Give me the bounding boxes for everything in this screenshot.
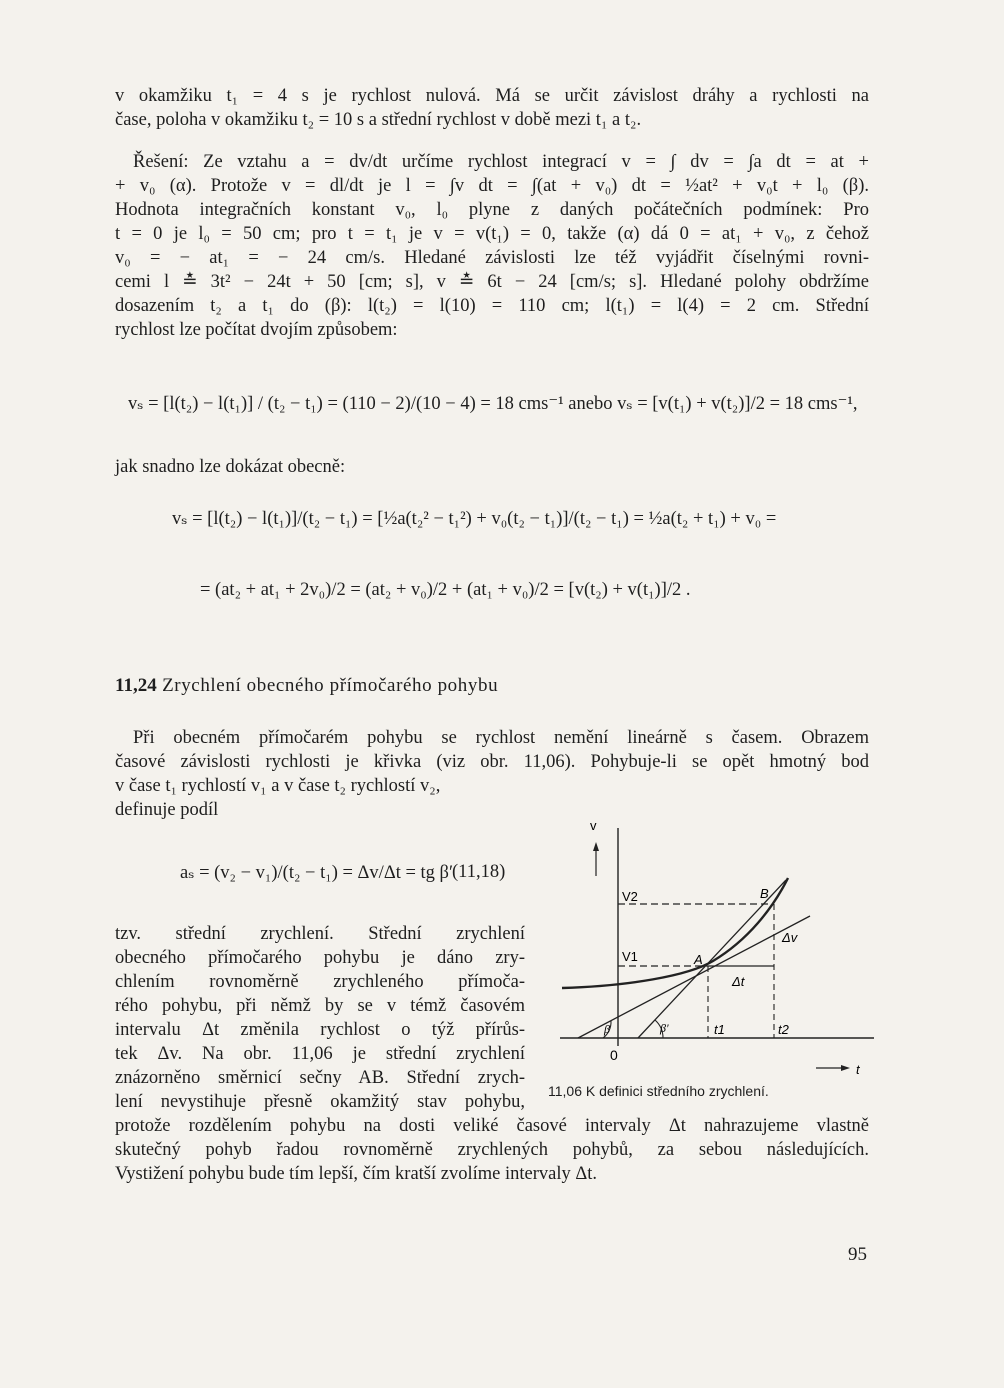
text-line: rychlost lze počítat dvojím způsobem:: [115, 320, 398, 340]
point-a-label: A: [694, 952, 703, 967]
text-line: + v₀ (α). Protože v = dl/dt je l = ∫v dt = ∫(at + v₀) dt = ½at² + v₀t + l₀ (β).: [115, 176, 869, 196]
text-line: v čase t₁ rychlostí v₁ a v čase t₂ rychlostí v₂,: [115, 776, 441, 796]
tangent-a: [578, 916, 810, 1038]
delta-t-label: Δt: [732, 974, 745, 989]
beta-label: β: [604, 1022, 610, 1036]
equation-mean-acceleration: aₛ = (v₂ − v₁)/(t₂ − t₁) = Δv/Δt = tg β′: [180, 863, 454, 883]
equation-general-proof-cont: = (at₂ + at₁ + 2v₀)/2 = (at₂ + v₀)/2 + (at₁ + v₀)/2 = [v(t₂) + v(t₁)]/2 .: [200, 580, 691, 600]
t-axis-label: t: [856, 1062, 860, 1077]
section-number: 11,24: [115, 675, 157, 696]
figure-caption: 11,06 K definici středního zrychlení.: [548, 1083, 769, 1099]
body-paragraph-2: [115, 922, 525, 1114]
point-b-label: B: [760, 886, 769, 901]
text-line: lení nevystihuje přesně okamžitý stav pohybu,: [115, 1092, 525, 1112]
text-line: jak snadno lze dokázat obecně:: [115, 457, 346, 477]
text-line: rého pohybu, při němž by se v témž časovém: [115, 996, 525, 1016]
body-paragraph-3: [115, 1114, 869, 1186]
origin-label: 0: [610, 1047, 618, 1063]
text-line: v okamžiku t₁ = 4 s je rychlost nulová. Má se určit závislost dráhy a rychlosti na: [115, 86, 869, 106]
t1-label: t1: [714, 1022, 725, 1037]
delta-v-label: Δv: [782, 930, 798, 945]
text-line: znázorněno směrnicí sečny AB. Střední zrych-: [115, 1068, 525, 1088]
text-line: tzv. střední zrychlení. Střední zrychlení: [115, 924, 525, 944]
text-line: čase, poloha v okamžiku t₂ = 10 s a střední rychlost v době mezi t₁ a t₂.: [115, 110, 642, 130]
text-line: intervalu Δt změnila rychlost o týž přírůs-: [115, 1020, 525, 1040]
text-line: tek Δv. Na obr. 11,06 je střední zrychlení: [115, 1044, 525, 1064]
t-arrowhead-icon: [841, 1065, 850, 1071]
text-line: Řešení: Ze vztahu a = dv/dt určíme rychlost integrací v = ∫ dv = ∫a dt = at +: [133, 152, 869, 172]
text-line: cemi l ≛ 3t² − 24t + 50 [cm; s], v ≛ 6t − 24 [cm/s; s]. Hledané polohy obdržíme: [115, 272, 869, 292]
v1-label: V1: [622, 949, 638, 964]
equation-mean-velocity: vₛ = [l(t₂) − l(t₁)] / (t₂ − t₁) = (110 − 2)/(10 − 4) = 18 cms⁻¹ anebo vₛ = [v(t₁) + v(t₂)]/2 = 18 cms⁻¹,: [128, 394, 858, 414]
body-paragraph-1: [115, 726, 869, 822]
v-axis-label: v: [590, 818, 597, 833]
text-line: Hodnota integračních konstant v₀, l₀ plyne z daných počátečních podmínek: Pro: [115, 200, 869, 220]
velocity-curve: [562, 878, 788, 988]
equation-general-proof: vₛ = [l(t₂) − l(t₁)]/(t₂ − t₁) = [½a(t₂² − t₁²) + v₀(t₂ − t₁)]/(t₂ − t₁) = ½a(t₂ + t₁) + v₀ =: [172, 509, 777, 529]
page-number: 95: [848, 1244, 867, 1265]
v-arrowhead-icon: [593, 842, 599, 851]
v2-label: V2: [622, 889, 638, 904]
text-line: skutečný pohyb řadou rovnoměrně zrychlených pohybů, za sebou následujících.: [115, 1140, 869, 1160]
text-line: Vystižení pohybu bude tím lepší, čím kratší zvolíme intervaly Δt.: [115, 1164, 598, 1184]
text-line: dosazením t₂ a t₁ do (β): l(t₂) = l(10) = 110 cm; l(t₁) = l(4) = 2 cm. Střední: [115, 296, 869, 316]
equation-number: (11,18): [452, 862, 506, 882]
prove-text: [115, 455, 869, 479]
text-line: časové závislosti rychlosti je křivka (viz obr. 11,06). Pohybuje-li se opět hmotný bod: [115, 752, 869, 772]
text-line: definuje podíl: [115, 800, 219, 820]
intro-paragraph: [115, 84, 869, 132]
solution-paragraph: [115, 150, 869, 342]
section-title: Zrychlení obecného přímočarého pohybu: [162, 675, 499, 696]
text-line: Při obecném přímočarém pohybu se rychlost nemění lineárně s časem. Obrazem: [133, 728, 869, 748]
text-line: t = 0 je l₀ = 50 cm; pro t = t₁ je v = v(t₁) = 0, takže (α) dá 0 = at₁ + v₀, z čehož: [115, 224, 869, 244]
text-line: obecného přímočarého pohybu je dáno zry-: [115, 948, 525, 968]
t2-label: t2: [778, 1022, 789, 1037]
section-heading: [115, 675, 498, 697]
text-line: chlením rovnoměrně zrychleného přímoča-: [115, 972, 525, 992]
text-line: protože rozdělením pohybu na dosti veliké časové intervaly Δt nahrazujeme vlastně: [115, 1116, 869, 1136]
beta-prime-label: β': [660, 1021, 669, 1035]
text-line: v₀ = − at₁ = − 24 cm/s. Hledané závislosti lze též vyjádřit číselnými rovni-: [115, 248, 869, 268]
velocity-time-figure: [548, 818, 878, 1103]
